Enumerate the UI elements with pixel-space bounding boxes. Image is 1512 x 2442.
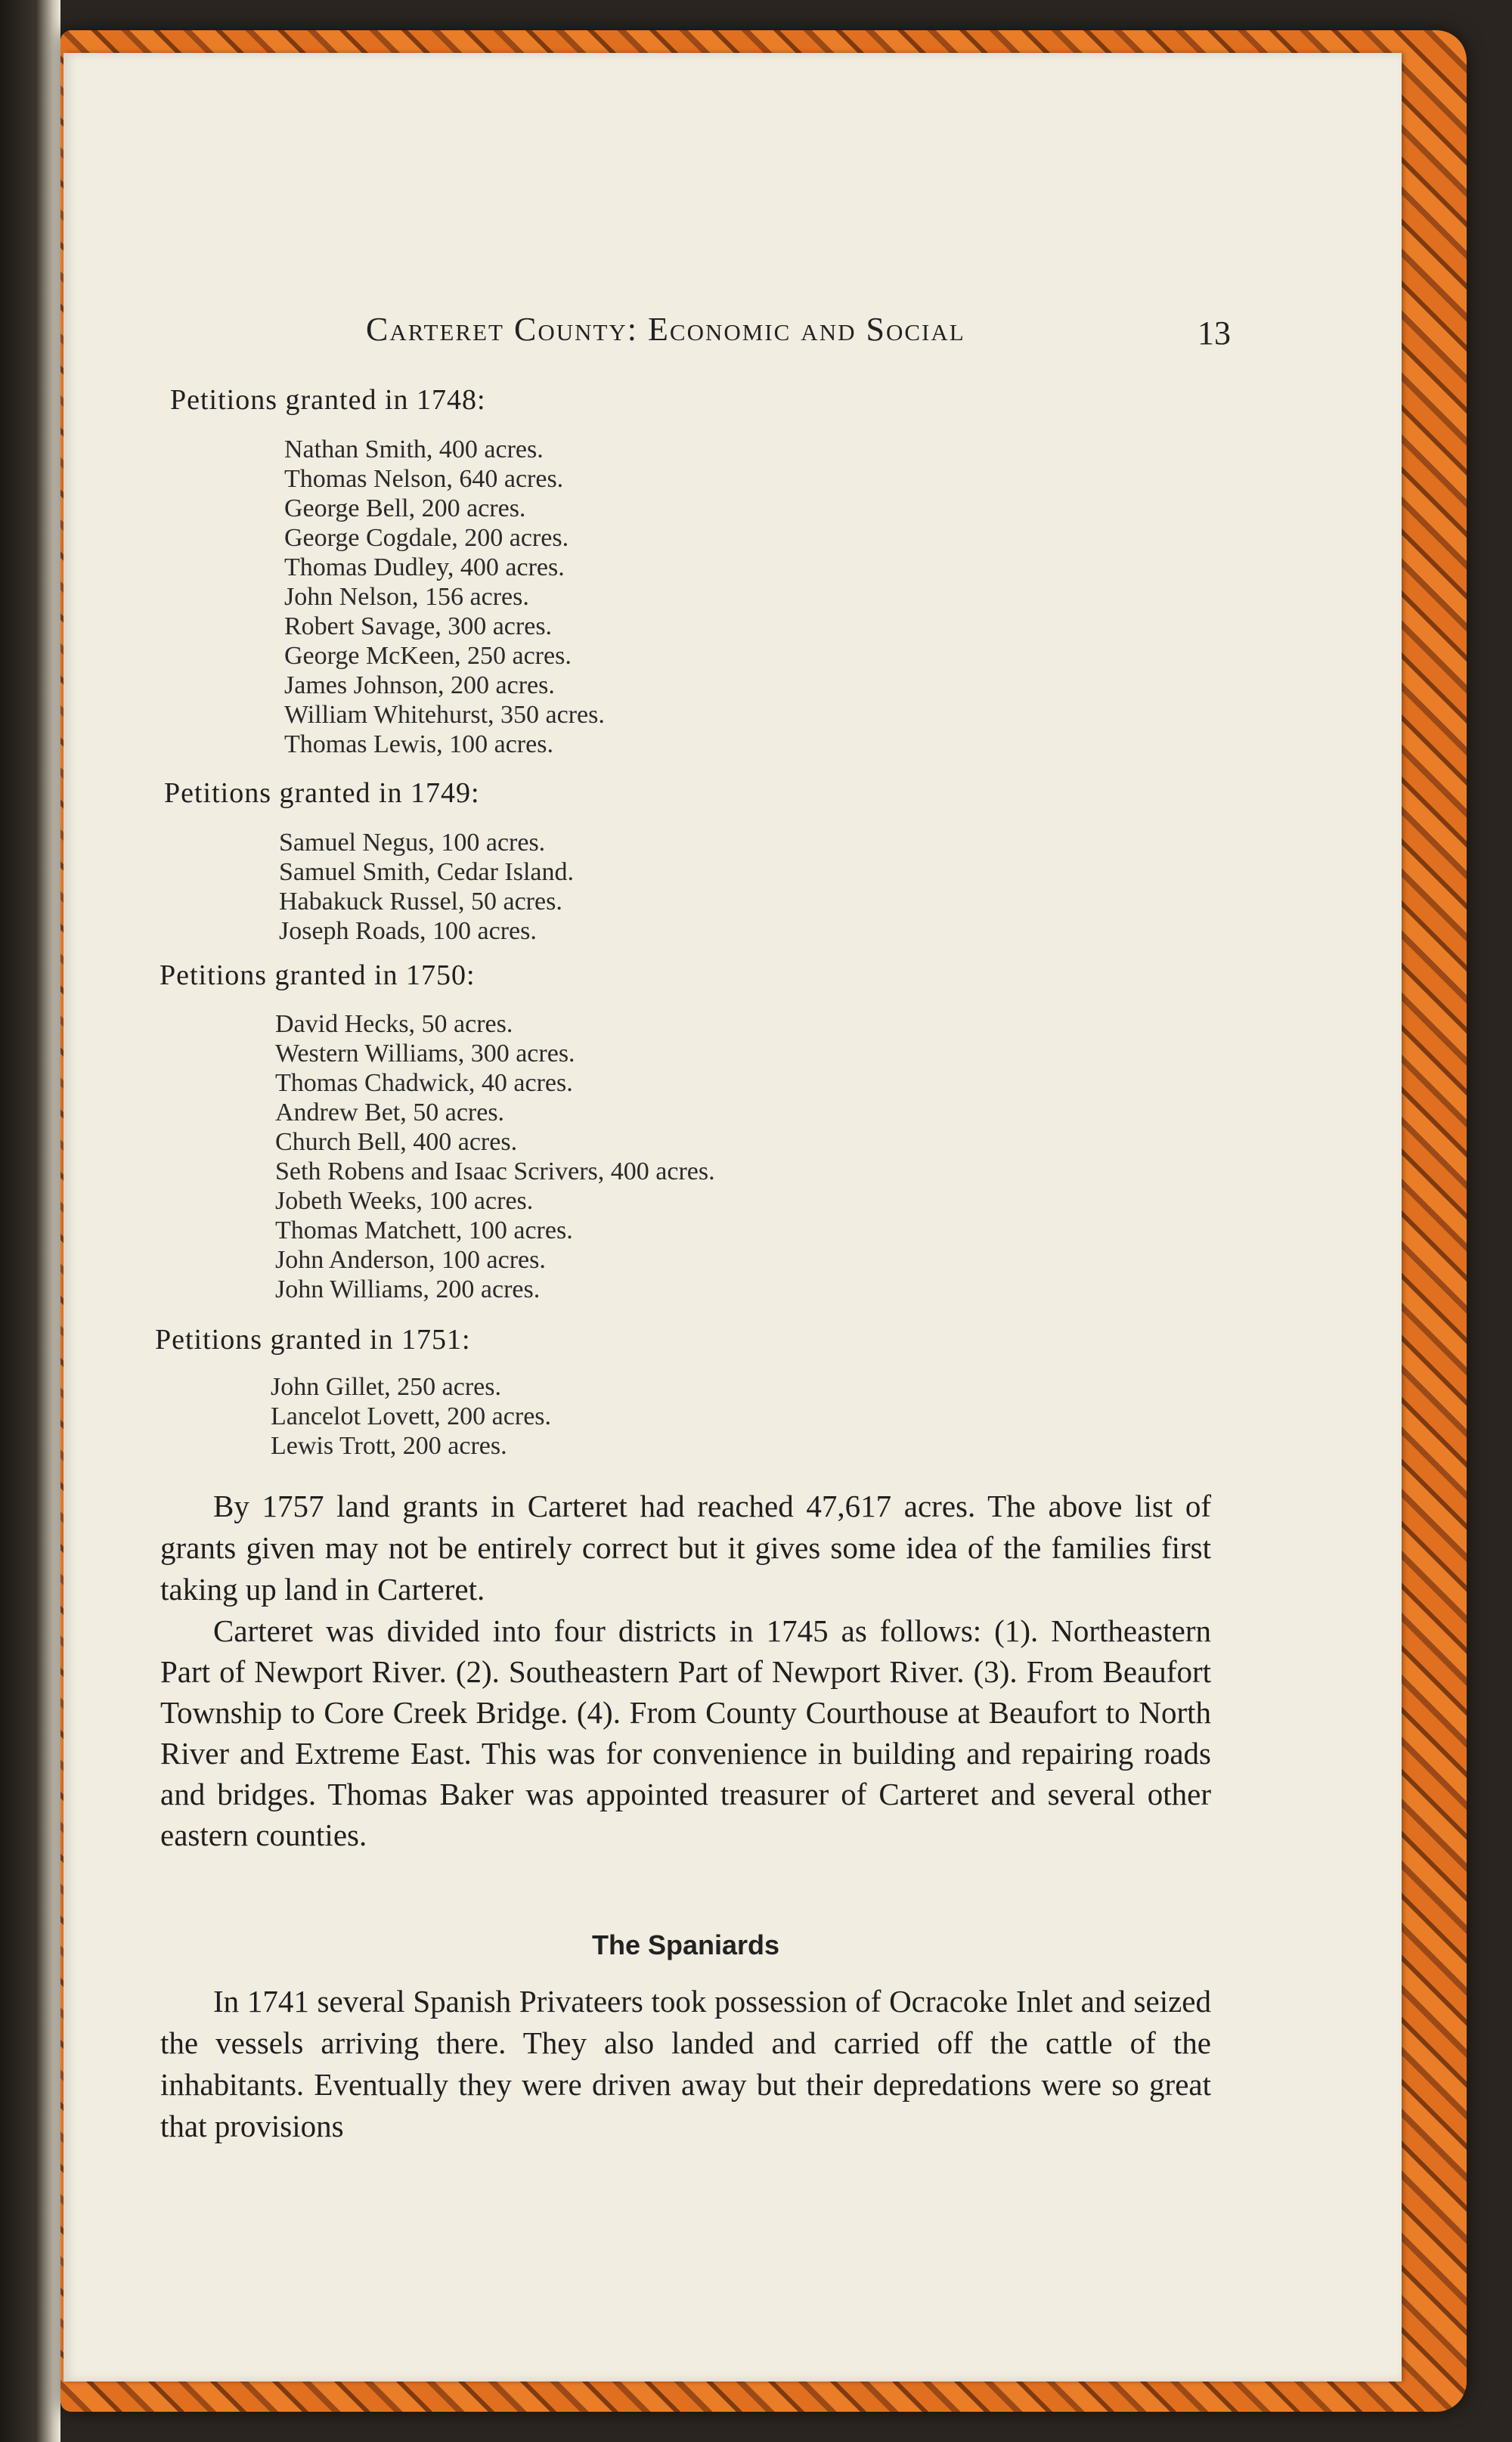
list-item: Joseph Roads, 100 acres.: [279, 917, 537, 945]
list-item: Thomas Chadwick, 40 acres.: [275, 1069, 573, 1097]
page-number: 13: [1198, 315, 1231, 352]
list-item: Seth Robens and Isaac Scrivers, 400 acres.: [275, 1157, 715, 1185]
list-item: Samuel Negus, 100 acres.: [279, 829, 546, 857]
section-subheading: The Spaniards: [591, 1929, 780, 1960]
list-item: John Nelson, 156 acres.: [284, 583, 529, 611]
list-item: George McKeen, 250 acres.: [284, 642, 572, 670]
list-item: James Johnson, 200 acres.: [284, 671, 555, 699]
list-item: William Whitehurst, 350 acres.: [284, 701, 605, 729]
petitions-1749-list: [279, 828, 574, 946]
list-item: John Gillet, 250 acres.: [271, 1373, 501, 1401]
petitions-1749-heading: Petitions granted in 1749:: [164, 777, 480, 809]
list-item: Jobeth Weeks, 100 acres.: [275, 1187, 534, 1215]
list-item: Nathan Smith, 400 acres.: [284, 435, 544, 463]
list-item: George Cogdale, 200 acres.: [284, 524, 569, 552]
petitions-1751-heading: Petitions granted in 1751:: [155, 1324, 471, 1356]
list-item: Church Bell, 400 acres.: [275, 1128, 518, 1156]
list-item: Habakuck Russel, 50 acres.: [279, 888, 562, 916]
paragraph-districts: Carteret was divided into four districts in 1745 as follows: (1). Northeastern Part of Newport River. (2). Southeastern Part of Newport River. (3). From Beaufort Township to Core Creek Bridge. (4). From County Courthouse at Beaufort to North River and Extreme East. This was for convenience in building and repairing roads and bridges. Thomas Baker was appointed treasurer of Carteret and several other eastern counties.: [160, 1613, 1211, 1852]
list-item: Andrew Bet, 50 acres.: [275, 1099, 505, 1126]
book-page: [64, 53, 1402, 2382]
list-item: George Bell, 200 acres.: [284, 494, 526, 522]
list-item: John Williams, 200 acres.: [275, 1275, 541, 1303]
list-item: Samuel Smith, Cedar Island.: [279, 858, 575, 886]
petitions-1748-heading: Petitions granted in 1748:: [170, 384, 486, 416]
list-item: Lewis Trott, 200 acres.: [271, 1432, 507, 1460]
list-item: Western Williams, 300 acres.: [275, 1040, 575, 1068]
petitions-1748-list: [284, 435, 605, 759]
paragraph-land-grants: By 1757 land grants in Carteret had reached 47,617 acres. The above list of grants given may not be entirely correct but it gives some idea of the families first taking up land in Carteret.: [160, 1489, 1211, 1607]
list-item: Robert Savage, 300 acres.: [284, 612, 553, 640]
facing-page-edge: [0, 0, 60, 2442]
running-title: Carteret County: Economic and Social: [366, 311, 965, 348]
petitions-1750-list: [275, 1009, 715, 1304]
list-item: John Anderson, 100 acres.: [275, 1246, 546, 1274]
petitions-1750-heading: Petitions granted in 1750:: [160, 959, 476, 991]
list-item: David Hecks, 50 acres.: [275, 1010, 513, 1038]
list-item: Thomas Nelson, 640 acres.: [284, 465, 564, 493]
petitions-1751-list: [271, 1372, 551, 1461]
list-item: Thomas Dudley, 400 acres.: [284, 553, 565, 581]
list-item: Thomas Matchett, 100 acres.: [275, 1216, 573, 1244]
paragraph-spaniards: In 1741 several Spanish Privateers took possession of Ocracoke Inlet and seized the vessels arriving there. They also landed and carried off the cattle of the inhabitants. Eventually they were driven away but their depredations were so great that provisions: [160, 1984, 1211, 2143]
list-item: Thomas Lewis, 100 acres.: [284, 730, 553, 758]
list-item: Lancelot Lovett, 200 acres.: [271, 1402, 552, 1430]
